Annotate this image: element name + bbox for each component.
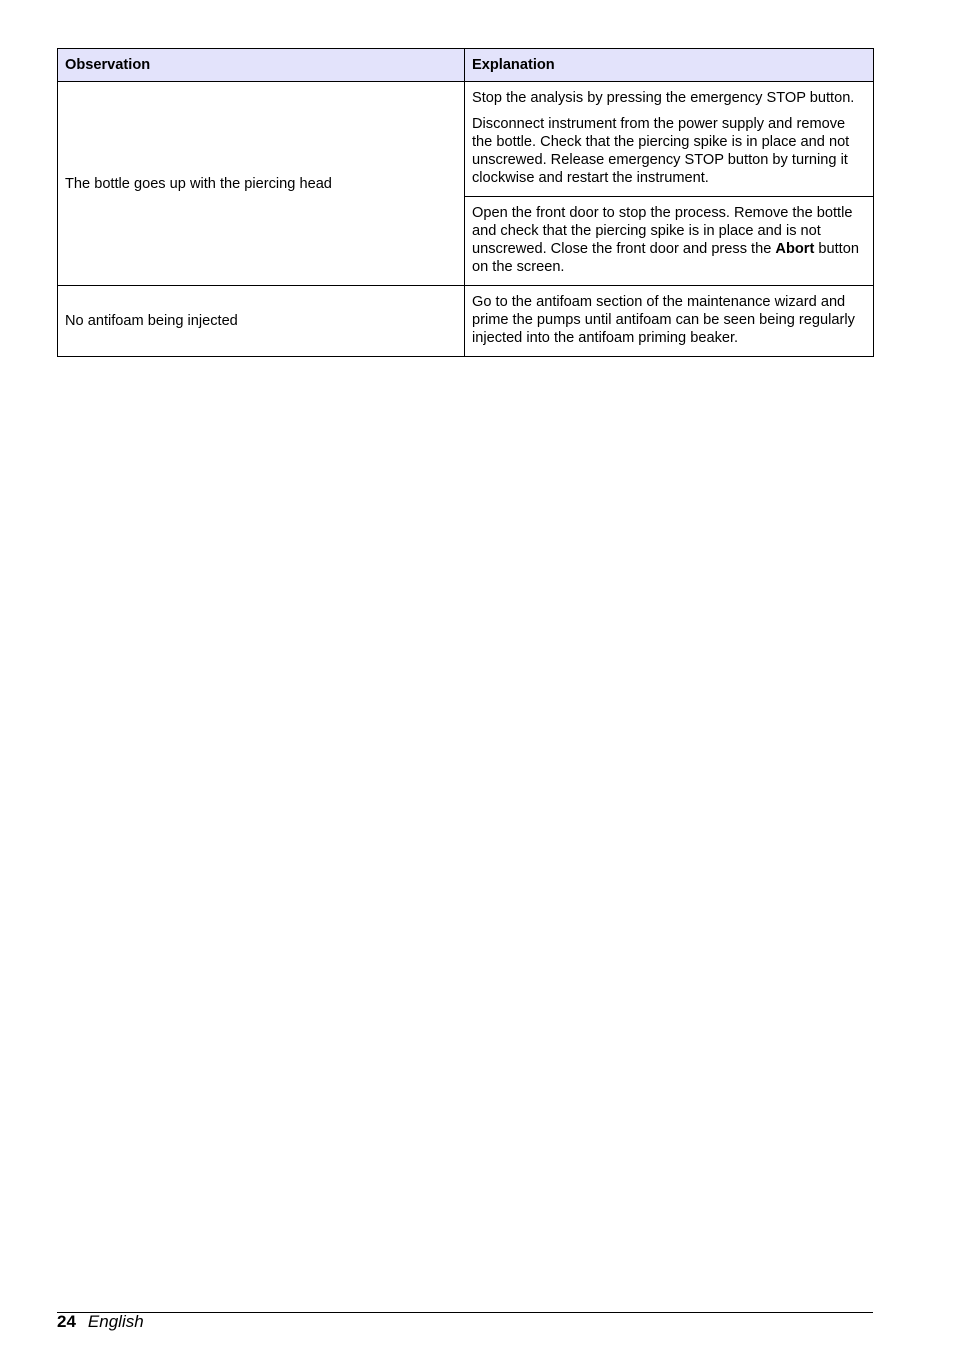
footer-divider	[57, 1312, 873, 1313]
explanation-paragraph: Stop the analysis by pressing the emergency STOP button.	[472, 90, 855, 106]
observation-cell: The bottle goes up with the piercing head	[58, 82, 465, 286]
page-number: 24	[57, 1312, 76, 1331]
troubleshooting-table	[57, 48, 874, 357]
explanation-paragraph: Go to the antifoam section of the maintenance wizard and prime the pumps until antifoam can be seen being regularly injected into the antifoam priming beaker.	[472, 294, 855, 346]
explanation-cell	[465, 286, 874, 357]
header-explanation: Explanation	[465, 49, 874, 82]
explanation-cell	[465, 197, 874, 286]
explanation-paragraph	[472, 204, 866, 276]
explanation-text: Open the front door to stop the process. Remove the bottle and check that the piercing spike is in place and is not unscrewed. Close the front door and press the	[472, 205, 853, 257]
explanation-paragraph: Disconnect instrument from the power supply and remove the bottle. Check that the piercing spike is in place and not unscrewed. Release emergency STOP button by turning it clockwise and restart the instrument.	[472, 116, 850, 186]
page-language: English	[87, 1312, 144, 1331]
table-row	[58, 82, 874, 197]
abort-button-reference: Abort	[775, 241, 815, 257]
explanation-cell	[465, 82, 874, 197]
explanation-text: button on the screen.	[472, 241, 859, 275]
header-observation: Observation	[58, 49, 465, 82]
table-header-row	[58, 49, 874, 82]
observation-cell: No antifoam being injected	[58, 286, 465, 357]
table-row	[58, 286, 874, 357]
page-footer	[57, 1312, 144, 1332]
